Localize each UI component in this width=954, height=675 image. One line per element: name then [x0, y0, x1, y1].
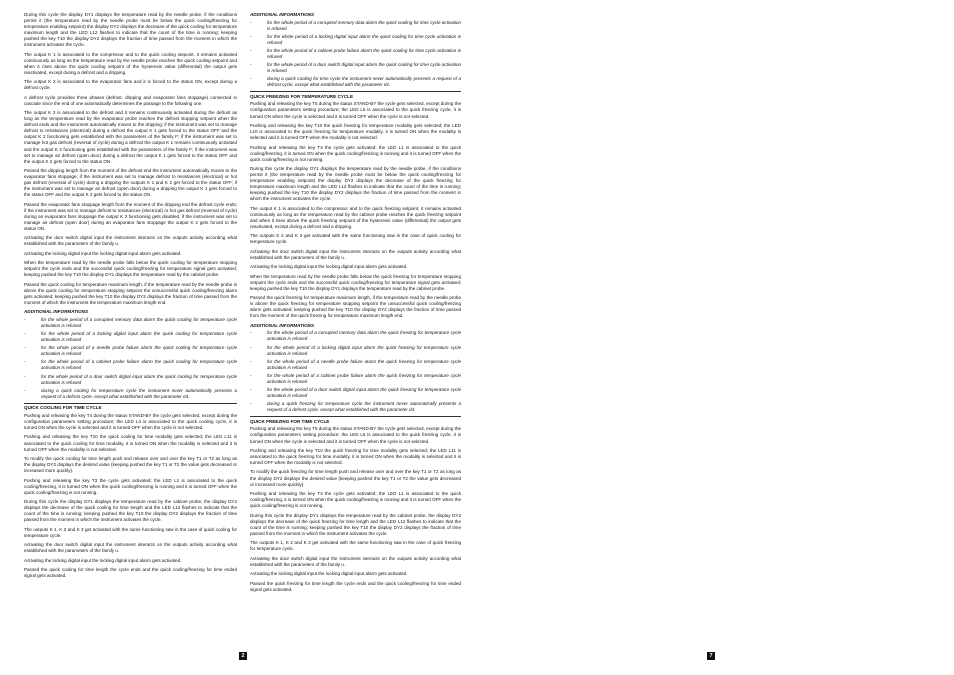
right-notes-heading-1: ADDITIONAL INFORMATIONS — [250, 12, 314, 17]
right-notes-list-1 — [250, 20, 461, 89]
note-item: - for the whole period of a door switch digital input alarm the quick cooling for time cycle activation is refused — [250, 62, 461, 74]
right-section-heading-2: QUICK FREEZING FOR TIME CYCLE — [250, 416, 461, 425]
page-number-right: 7 — [707, 652, 715, 660]
note-item: - for the whole period of a locking digital input alarm the quick cooling for time cycle activation is refused — [250, 34, 461, 46]
note-item: - for the whole period of a door switch digital input alarm the quick cooling for temperature cycle activation is refused — [24, 374, 237, 386]
paragraph: Passed the quick freezing for time length the cycle ends and the quick cooling/freezing for time ended signal gets activated. — [250, 580, 461, 592]
paragraph: Pushing and releasing the key T3 the cycle gets activated; the LED L1 is associated to the quick cooling/freezing, it is turned ON when the quick cooling/freezing is running and it is turned OFF when the quick cooling/freezing is not running. — [24, 477, 237, 495]
page-number-left: 2 — [239, 652, 247, 660]
paragraph: Activating the locking digital input the locking digital input alarm gets activated. — [24, 557, 182, 563]
paragraph: During this cycle the display DY1 displays the temperature read by the cabinet probe, the display DY2 displays the decrease of the quick freezing for time length and the LED L12 flashes to indicate that the count of the time is running; keeping pushed the key T10 the display DY2 displays the fraction of time passed from the moment in which the instrument activates the cycle. — [250, 512, 461, 536]
note-item: - for the whole period of a cabinet probe failure alarm the quick cooling for time cycle activation is refused — [250, 48, 461, 60]
note-item: - for the whole period of a corrupted memory data alarm the quick cooling for time cycle activation is refused — [250, 20, 461, 32]
left-page-column — [24, 12, 237, 583]
right-section-heading-1: QUICK FREEZING FOR TEMPERATURE CYCLE — [250, 91, 461, 100]
paragraph: Pushing and releasing the key T10 the quick freezing for time modality gets selected; the LED L11 is associated to the quick freezing for time modality, it is turned ON when the modality is selected and it is turned OFF when the modality is not selected. — [250, 447, 461, 466]
paragraph: Pushing and releasing the key T3 the cycle gets activated; the LED L1 is associated to the quick cooling/freezing, it is turned ON when the quick cooling/freezing is running and it is turned OFF when the quick cooling/freezing is not running. — [250, 491, 461, 509]
paragraph: Passed the quick cooling for time length the cycle ends and the quick cooling/freezing for time ended signal gets activated. — [24, 567, 237, 579]
note-item: - during a quick cooling for temperature cycle the instrument never automatically presents a request of a defrost cycle, except what established with the parameter d4. — [24, 388, 237, 400]
paragraph: Activating the door switch digital input the instrument interacts on the outputs activity according what established with the parameters of the family u. — [24, 235, 237, 247]
paragraph: The outputs K 2 and K 3 get activated with the same functioning saw in the case of quick cooling for temperature cycle. — [250, 233, 461, 245]
note-item: - during a quick freezing for temperature cycle the instrument never automatically presents a request of a defrost cycle, except what established with the parameter d4. — [250, 401, 461, 413]
paragraph: When the temperature read by the needle probe falls below the quick cooling for temperature stopping setpoint the cycle ends and the successful quick cooling/freezing for temperature signal gets activated; keeping pushed the key T10 the display DY1 displays the temperature read by the cabinet probe. — [24, 260, 237, 278]
left-notes-heading: ADDITIONAL INFORMATIONS — [24, 309, 88, 315]
paragraph: The outputs K 1, K 2 and K 3 get activated with the same functioning saw in the case of quick freezing for temperature cycle. — [250, 540, 461, 552]
paragraph: To modify the quick freezing for time length push and release over and over the key T1 or T2 as long as the display DY2 displays the desired value (keeping pushed the key T1 or T2 the value gets decreased or increased more quickly). — [250, 469, 461, 487]
note-item: - for the whole period of a cabinet probe failure alarm the quick freezing for temperature cycle activation is refused — [250, 373, 461, 385]
paragraph: Pushing and releasing the key T4 during the status STAND-BY the cycle gets selected, except during the configuration parameters setting procedure; the LED L4 is associated to the quick cooling cycle, it is turned ON when the cycle is selected and it is turned OFF when the cycle is not selected. — [24, 412, 237, 431]
right-section-text-2 — [250, 426, 461, 592]
paragraph: Activating the door switch digital input the instrument interacts on the outputs activity according what established with the parameters of the family u. — [24, 542, 237, 554]
paragraph: The output K 3 is associated to the defrost and it remains continuously activated during the defrost as long as the temperature read by the evaporator probe reaches the defrost stopping setpoint when the defrost ends and the instrument automatically moves to the dripping; if the instrument was set to manage defrost to resistances (electrical) during a defrost the output K 1 gets forced to the status OFF and the output K 2 functioning gets established with the parameters of the family F; if the instrument was set to manage hot gas defrost (reversal of cycle) during a defrost the output K 1 remains continuously activated and the output K 2 functioning gets established with the parameters of the family F; if the instrument was set to manage air defrost (open door) during a defrost the output K 1 gets forced to the status OFF and the output K 2 gets forced to the status ON. — [24, 110, 237, 164]
note-item: - for the whole period of a needle probe failure alarm the quick cooling for temperature cycle activation is refused — [24, 345, 237, 357]
left-section-heading: QUICK COOLING FOR TIME CYCLE — [24, 403, 237, 412]
paragraph: Activating the door switch digital input the instrument interacts on the outputs activity according what established with the parameters of the family u. — [250, 555, 461, 567]
left-notes-list — [24, 317, 237, 400]
note-item: - for the whole period of a locking digital input alarm the quick freezing for temperature cycle activation is refused — [250, 345, 461, 357]
paragraph: The outputs K 1, K 2 and K 3 get activated with the same functioning saw in the case of quick cooling for temperature cycle. — [24, 526, 237, 538]
note-item: - for the whole period of a locking digital input alarm the quick cooling for temperature cycle activation is refused — [24, 331, 237, 343]
paragraph: Activating the locking digital input the locking digital input alarm gets activated. — [250, 264, 408, 270]
paragraph: Pushing and releasing the key T3 the cycle gets activated; the LED L1 is associated to the quick cooling/freezing, it is turned ON when the quick cooling/freezing is running and it is turned OFF when the quick cooling/freezing is not running. — [250, 144, 461, 162]
paragraph: The output K 1 is associated to the compressor and to the quick freezing setpoint, it remains activated continuously as long as the temperature read by the cabinet probe reaches the quick freezing setpoint and when it rises above the quick freezing setpoint of the hysteresis value (differential) the output gets reactivated, except during a defrost and a dripping. — [250, 205, 461, 229]
paragraph: When the temperature read by the needle probe falls below the quick freezing for temperature stopping setpoint the cycle ends and the successful quick cooling/freezing for temperature signal gets activated; keeping pushed the key T10 the display DY1 displays the temperature read by the cabinet probe. — [250, 273, 461, 291]
paragraph: Activating the locking digital input the locking digital input alarm gets activated. — [250, 571, 408, 577]
note-item: - for the whole period of a door switch digital input alarm the quick freezing for temperature cycle activation is refused — [250, 387, 461, 399]
paragraph: The output K 2 is associated to the evaporator fans and it is forced to the status ON, except during a defrost cycle. — [24, 79, 237, 91]
paragraph: Passed the dripping length from the moment of the defrost end the instrument automatically moves to the evaporator fans stoppage; if the instrument was set to manage defrost to resistances (electrical) or hot gas defrost (reversal of cycle) during a dripping the outputs K 1 and K 2 get forced to the status OFF; if the instrument was set to manage air defrost (open door) during a dripping the output K 1 gets forced to the status OFF and the output K 2 gets forced to the status ON. — [24, 168, 237, 198]
right-notes-list-2 — [250, 330, 461, 413]
right-page-column — [250, 12, 461, 596]
paragraph: Pushing and releasing the key T10 the quick cooling for time modality gets selected; the LED L11 is associated to the quick cooling for time modality, it is turned ON when the modality is selected and it is turned OFF when the modality is not selected. — [24, 434, 237, 452]
paragraph: During this cycle the display DY1 displays the temperature read by the cabinet probe, the display DY2 displays the decrease of the quick cooling for time length and the LED L12 flashes to indicate that the count of the time is running; keeping pushed the key T10 the display DY2 displays the fraction of time passed from the moment in which the instrument activates the cycle. — [24, 499, 237, 523]
paragraph: Activating the locking digital input the locking digital input alarm gets activated. — [24, 250, 182, 256]
paragraph: A defrost cycle provides three phases (defrost, dripping and evaporator fans stoppage) connected in cascade since the end of one automatically determines the passage to the following one. — [24, 94, 237, 106]
note-item: - for the whole period of a corrupted memory data alarm the quick cooling for temperature cycle activation is refused — [24, 317, 237, 329]
paragraph: Pushing and releasing the key T10 the quick freezing for temperature modality gets selected; the LED L10 is associated to the quick freezing for temperature modality, it is turned ON when the modality is selected and it is turned OFF when the modality is not selected. — [250, 122, 461, 141]
paragraph: Passed the quick freezing for temperature maximum length, if the temperature read by the needle probe is above the quick freezing for temperature stopping setpoint the unsuccessful quick cooling/freezing alarm gets activated; keeping pushed the key T10 the display DY2 displays the fraction of time passed from the moment of the quick freezing for temperature maximum length end. — [250, 295, 461, 319]
note-item: - for the whole period of a needle probe failure alarm the quick freezing for temperature cycle activation is refused — [250, 359, 461, 371]
paragraph: Passed the evaporator fans stoppage length from the moment of the dripping end the defrost cycle ends; if the instrument was set to manage defrost to resistances (electrical) or hot gas defrost (reversal of cycle) during an evaporator fans stoppage the output K 2 functioning gets disabled, if the instrument was set to manage air defrost (open door) during an evaporator fans stoppage the output K 2 gets forced to the status ON. — [24, 201, 237, 231]
paragraph: Pushing and releasing the key T5 during the status STAND-BY the cycle gets selected, except during the configuration parameters setting procedure; the LED L5 is associated to the quick freezing cycle, it is turned ON when the cycle is selected and it is turned OFF when the cycle is not selected. — [250, 426, 461, 444]
paragraph: Activating the door switch digital input the instrument interacts on the outputs activity according what established with the parameters of the family u. — [250, 248, 461, 260]
paragraph: Passed the quick cooling for temperature maximum length, if the temperature read by the needle probe is above the quick cooling for temperature stopping setpoint the unsuccessful quick cooling/freezing alarm gets activated; keeping pushed the key T10 the display DY2 displays the fraction of time passed from the moment of which the instrument the temperature maximum length end. — [24, 281, 237, 305]
paragraph: During this cycle the display DY1 displays the temperature read by the needle probe, if the conditions permit it (the temperature read by the needle probe must be below the quick cooling/freezing for temperature enabling setpoint) the display DY2 displays the decrease of the quick freezing for temperature maximum length and the LED L12 flashes to indicate that the count of the time is running; keeping pushed the key T10 the display DY2 displays the fraction of time passed from the moment in which the instrument activates the cycle. — [250, 166, 461, 202]
left-body-text — [24, 12, 237, 306]
note-item: - for the whole period of a corrupted memory data alarm the quick freezing for temperature cycle activation is refused — [250, 330, 461, 342]
paragraph: The output K 1 is associated to the compressor and to the quick cooling setpoint, it remains activated continuously as long as the temperature read by the needle probe reaches the quick cooling setpoint and when it rises above the quick cooling setpoint of the hysteresis value (differential) the output gets reactivated, except during a defrost and a dripping. — [24, 51, 237, 75]
paragraph: To modify the quick cooling for time length push and release over and over the key T1 or T2 as long as the display DY2 displays the desired value (keeping pushed the key T1 or T2 the value gets decreased or increased more quickly). — [24, 456, 237, 474]
paragraph: During this cycle the display DY1 displays the temperature read by the needle probe, if the conditions permit it (the temperature read by the needle probe must be below the quick cooling/freezing for temperature enabling setpoint) the display DY2 displays the decrease of the quick cooling for temperature maximum length and the LED L12 flashes to indicate that the count of the time is running; keeping pushed the key T10 the display DY2 displays the fraction of time passed from the moment in which the instrument activates the cycle. — [24, 12, 237, 48]
note-item: - during a quick cooling for time cycle the instrument never automatically presents a request of a defrost cycle, except what established with the parameter d4. — [250, 76, 461, 88]
right-section-text-1 — [250, 101, 461, 319]
left-section-text — [24, 413, 237, 579]
paragraph: Pushing and releasing the key T5 during the status STAND-BY the cycle gets selected, except during the configuration parameters setting procedure; the LED L5 is associated to the quick freezing cycle, it is turned ON when the cycle is selected and it is turned OFF when the cycle is not selected. — [250, 101, 461, 119]
note-item: - for the whole period of a cabinet probe failure alarm the quick cooling for temperature cycle activation is refused — [24, 359, 237, 371]
right-notes-heading-2: ADDITIONAL INFORMATIONS — [250, 322, 314, 328]
